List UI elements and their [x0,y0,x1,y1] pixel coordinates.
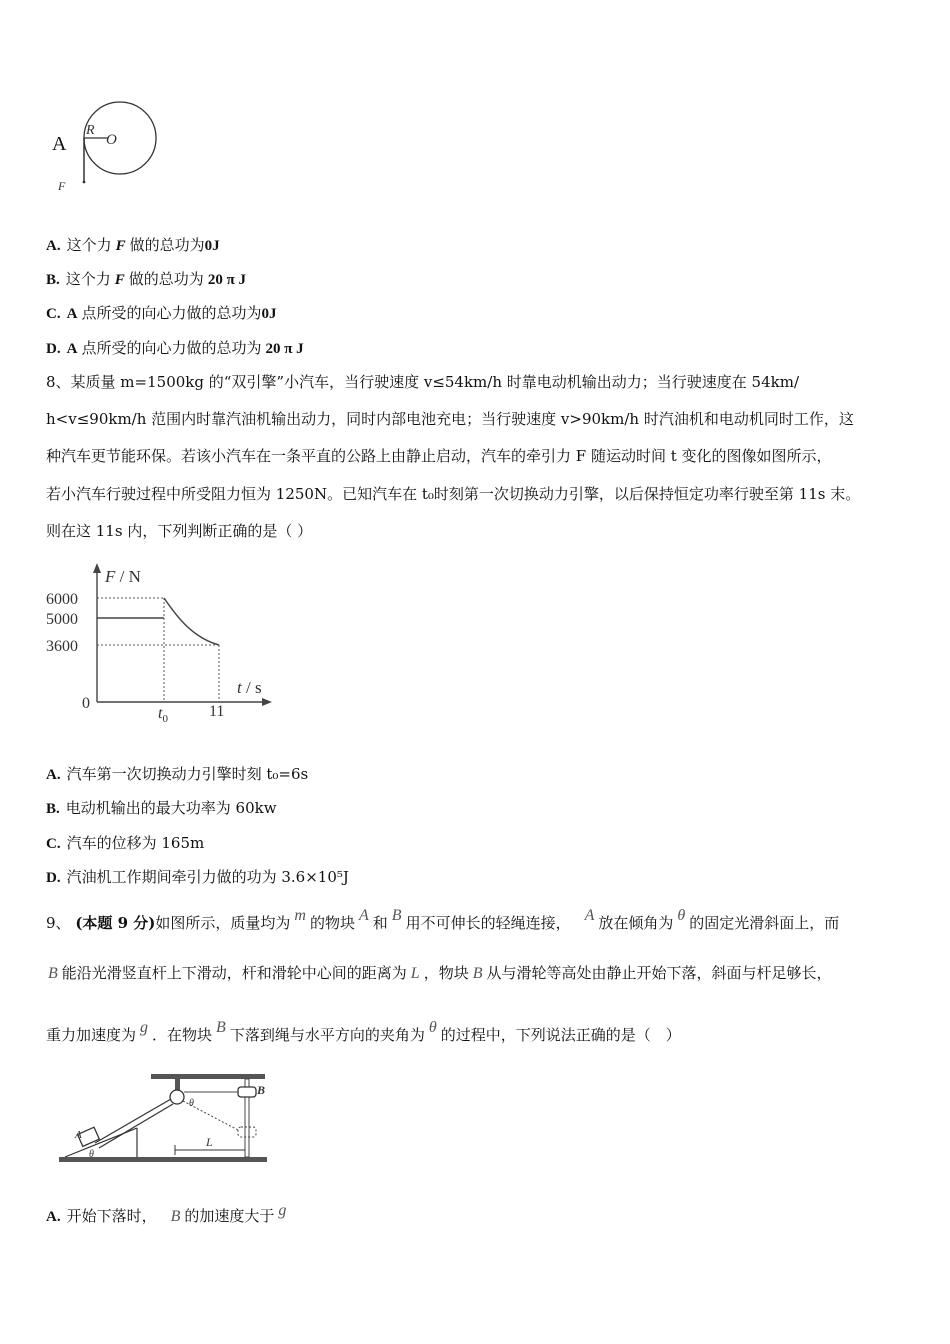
svg-text:B: B [257,1083,266,1097]
svg-text:5000: 5000 [46,611,78,628]
svg-text:A: A [75,1129,82,1141]
q8-stem-line-5: 则在这 11s 内，下列判断正确的是（ ） [46,522,313,540]
label-R: R [86,123,95,138]
q9-stem-line-2: B 能沿光滑竖直杆上下滑动，杆和滑轮中心间的距离为 L ，物块 B 从与滑轮等高处由静止开始下落，斜面与杆足够长， [48,964,832,982]
q8-option-b[interactable]: B. 电动机输出的最大功率为 60kw [46,799,277,817]
q8-stem-line-1: 8、某质量 m=1500kg 的“双引擎”小汽车，当行驶速度 v≤54km/h 时靠电动机输出动力；当行驶速度在 54km/ [46,373,799,391]
q7-option-c[interactable]: C. A 点所受的向心力做的总功为0J [46,304,277,322]
svg-text:11: 11 [209,703,225,720]
q8-stem-line-2: h<v≤90km/h 范围内时靠汽油机输出动力，同时内部电池充电；当行驶速度 v>90km/h 时汽油机和电动机同时工作，这 [46,410,854,428]
svg-text:θ: θ [189,1098,194,1109]
q9-stem-line-3: 重力加速度为 g ．在物块 B 下落到绳与水平方向的夹角为 θ 的过程中，下列说法正确的是（ ） [46,1019,681,1044]
svg-text:0: 0 [82,695,90,712]
label-O: O [106,132,117,148]
q8-stem-line-3: 种汽车更节能环保。若该小汽车在一条平直的公路上由静止启动，汽车的牵引力 F 随运动时间 t 变化的图像如图所示， [46,447,832,465]
q8-option-a[interactable]: A. 汽车第一次切换动力引擎时刻 t₀=6s [46,765,309,783]
q9-stem-line-1: 9、 (本题 9 分)如图所示，质量均为 m 的物块 A 和 B 用不可伸长的轻绳连接， A 放在倾角为 θ 的固定光滑斜面上，而 [46,907,840,932]
svg-text:t / s: t / s [237,678,262,697]
q8-option-c[interactable]: C. 汽车的位移为 165m [46,834,205,852]
circle-force-figure [48,100,158,200]
svg-text:3600: 3600 [46,638,78,655]
q7-option-b[interactable]: B. 这个力 F 做的总功为 20 π J [46,270,247,288]
svg-text:t0: $t_0$ [158,705,168,725]
svg-text:θ: θ [89,1149,94,1160]
incline-pulley-figure [55,1068,270,1168]
svg-text:L: L [206,1135,213,1149]
q9-option-a[interactable]: A. 开始下落时， B 的加速度大于 g [46,1202,287,1225]
q8-stem-line-4: 若小汽车行驶过程中所受阻力恒为 1250N。已知汽车在 t₀时刻第一次切换动力引擎，以后保持恒定功率行驶至第 11s 末。 [46,485,861,503]
label-A: A [52,133,67,155]
force-time-chart [44,560,274,730]
label-F: F [58,179,66,193]
svg-text:6000: 6000 [46,591,78,608]
q7-option-d[interactable]: D. A 点所受的向心力做的总功为 20 π J [46,339,304,357]
svg-text:F / N: F / N [105,567,141,586]
q7-option-a[interactable]: A. 这个力 F 做的总功为0J [46,236,220,254]
q8-option-d[interactable]: D. 汽油机工作期间牵引力做的功为 3.6×10⁵J [46,868,349,886]
